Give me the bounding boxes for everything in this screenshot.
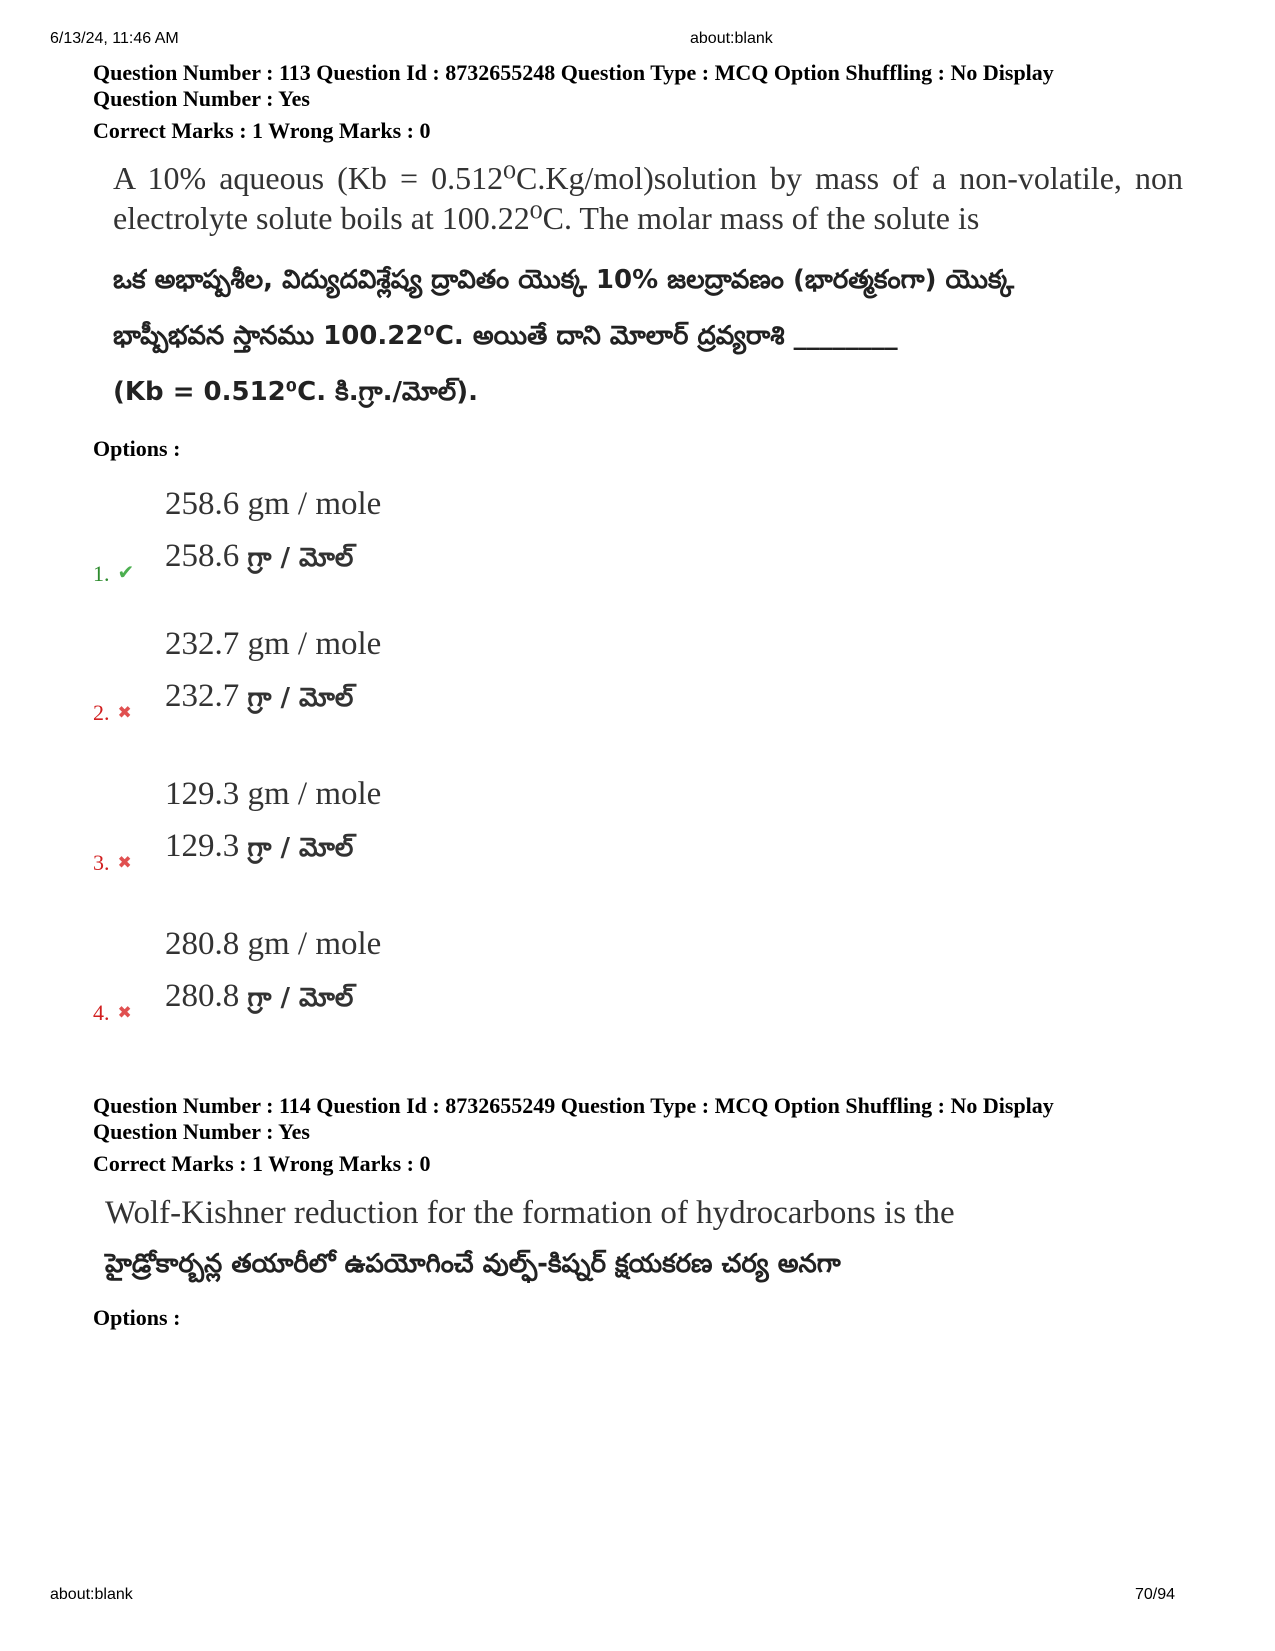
options-label: Options : bbox=[93, 436, 181, 461]
cross-icon: ✖ bbox=[117, 1003, 132, 1023]
print-datetime: 6/13/24, 11:46 AM bbox=[50, 30, 179, 47]
check-icon: ✔ bbox=[117, 560, 135, 584]
question-text-english: A 10% aqueous (Kb = 0.512⁰C.Kg/mol)solution by mass of a non-volatile, non electrolyte solute boils at 100.22⁰C. The molar mass of the solute is bbox=[113, 160, 1183, 236]
option-2 bbox=[93, 618, 1183, 768]
option-text-telugu bbox=[165, 670, 381, 724]
question-114 bbox=[93, 1093, 1183, 1331]
question-text-telugu: హైడ్రోకార్బన్ల తయారీలో ఉపయోగించే వుల్ఫ్-కిష్నర్ క్షయకరణ చర్య అనగా bbox=[105, 1249, 841, 1279]
question-meta-line2: Question Number : Yes bbox=[93, 1119, 310, 1144]
option-text bbox=[165, 918, 381, 1024]
cross-icon: ✖ bbox=[117, 853, 132, 873]
option-text-telugu bbox=[165, 820, 381, 874]
cross-icon: ✖ bbox=[117, 703, 132, 723]
question-text-english: Wolf-Kishner reduction for the formation of hydrocarbons is the bbox=[105, 1195, 955, 1231]
option-text bbox=[165, 768, 381, 874]
option-number: 1. ✔ bbox=[93, 560, 135, 586]
question-text-telugu-line3: (Kb = 0.512⁰C. కి.గ్రా./మోల్). bbox=[113, 377, 478, 407]
page-number: 70/94 bbox=[1134, 1586, 1175, 1603]
option-text-english: 129.3 gm / mole bbox=[165, 776, 382, 812]
question-marks: Correct Marks : 1 Wrong Marks : 0 bbox=[93, 1151, 431, 1176]
option-text-english: 232.7 gm / mole bbox=[165, 626, 382, 662]
question-113 bbox=[93, 60, 1183, 1068]
option-1 bbox=[93, 478, 1183, 628]
option-unit: గ్రా / మోల్ bbox=[247, 833, 354, 863]
option-3 bbox=[93, 768, 1183, 918]
question-meta-line1: Question Number : 113 Question Id : 8732655248 Question Type : MCQ Option Shuffling : No Display bbox=[93, 60, 1054, 85]
option-text bbox=[165, 478, 381, 584]
option-text-english: 258.6 gm / mole bbox=[165, 486, 382, 522]
print-title: about:blank bbox=[690, 30, 773, 47]
question-meta bbox=[93, 60, 1183, 144]
question-marks: Correct Marks : 1 Wrong Marks : 0 bbox=[93, 118, 431, 143]
option-value: 129.3 bbox=[165, 828, 240, 864]
question-meta-line1: Question Number : 114 Question Id : 8732655249 Question Type : MCQ Option Shuffling : No Display bbox=[93, 1093, 1054, 1118]
option-unit: గ్రా / మోల్ bbox=[247, 683, 354, 713]
option-value: 258.6 bbox=[165, 538, 240, 574]
options-list bbox=[93, 478, 1183, 1068]
option-number: 3. ✖ bbox=[93, 850, 132, 875]
option-value: 232.7 bbox=[165, 678, 240, 714]
question-text-telugu-line1: ఒక అభాష్పశీల, విద్యుదవిశ్లేష్య ద్రావితం యొక్క 10% జలద్రావణం (భారత్మకంగా) యొక్క bbox=[113, 265, 1015, 295]
option-unit: గ్రా / మోల్ bbox=[247, 983, 354, 1013]
question-text-telugu bbox=[113, 252, 1183, 420]
option-4 bbox=[93, 918, 1183, 1068]
question-meta-line2: Question Number : Yes bbox=[93, 86, 310, 111]
question-text-telugu-line2: భాష్పీభవన స్తానము 100.22⁰C. అయితే దాని మోలార్ ద్రవ్యరాశి ________ bbox=[113, 321, 898, 351]
print-url: about:blank bbox=[50, 1586, 133, 1603]
option-text-telugu bbox=[165, 530, 381, 584]
option-text-telugu bbox=[165, 970, 381, 1024]
options-label: Options : bbox=[93, 1305, 181, 1330]
option-text-english: 280.8 gm / mole bbox=[165, 926, 382, 962]
option-text bbox=[165, 618, 381, 724]
option-number: 4. ✖ bbox=[93, 1000, 132, 1025]
question-meta bbox=[93, 1093, 1183, 1177]
option-unit: గ్రా / మోల్ bbox=[247, 543, 354, 573]
option-value: 280.8 bbox=[165, 978, 240, 1014]
option-number: 2. ✖ bbox=[93, 700, 132, 725]
